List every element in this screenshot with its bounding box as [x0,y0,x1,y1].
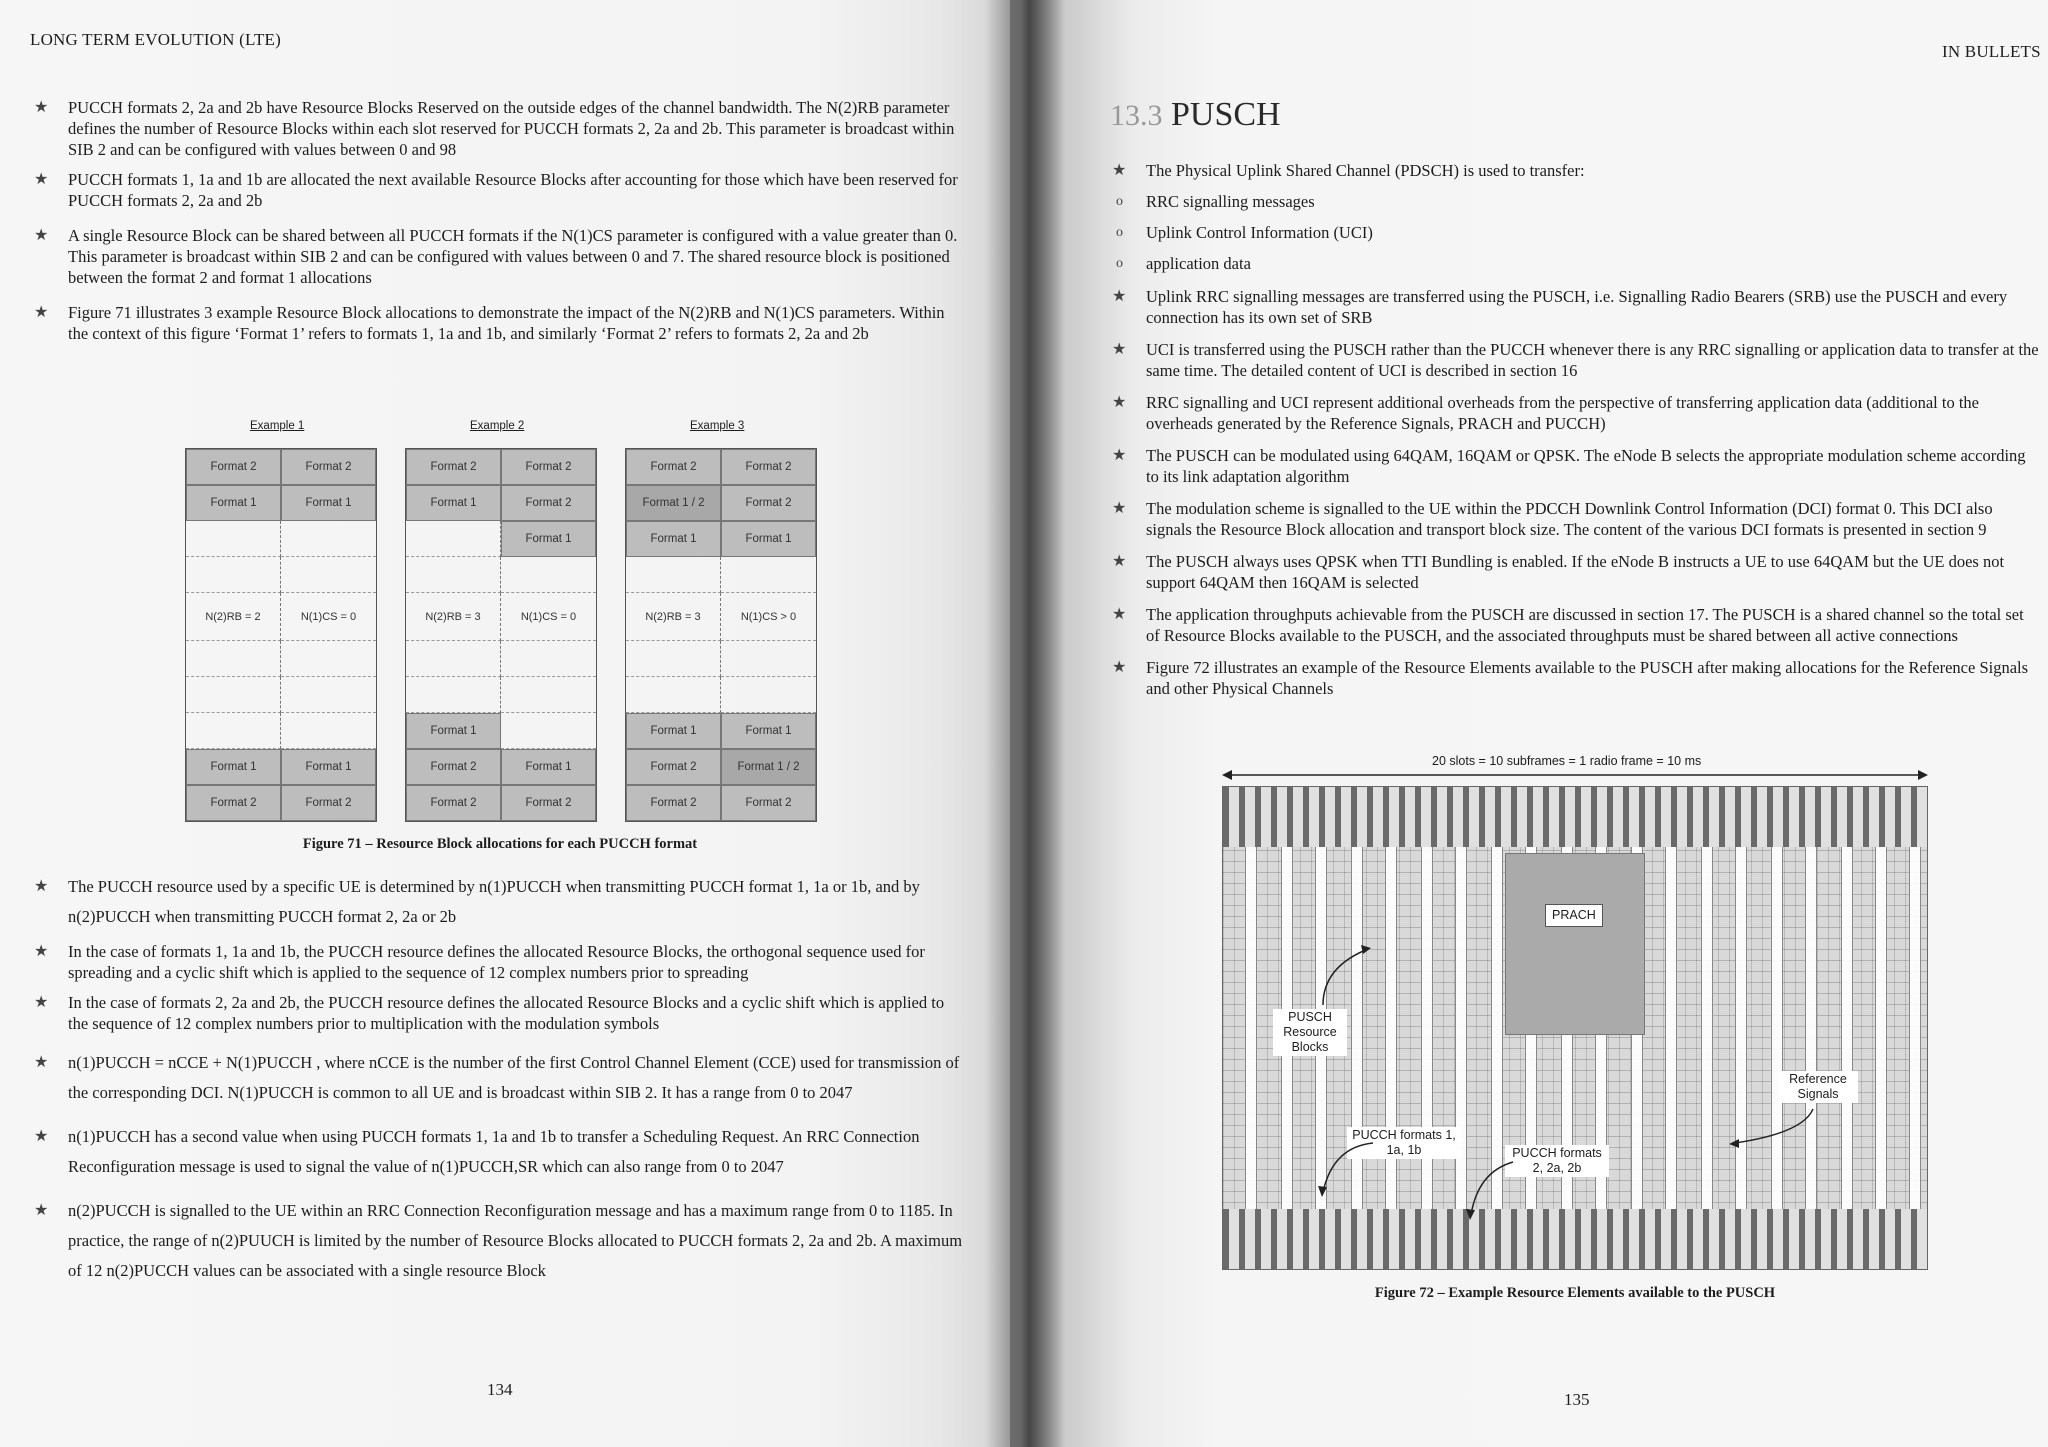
star-icon: ★ [34,878,49,895]
rb-cell: Format 1 [626,713,721,749]
rb-cell [281,557,376,593]
bullet-item: ★ In the case of formats 1, 1a and 1b, the PUCCH resource defines the allocated Resource Blocks, the orthogonal sequence used for spreading and a cyclic shift which is applied to the sequence of 12 complex numbers prior to spreading [34,942,925,982]
rb-cell: Format 2 [186,785,281,821]
star-icon: ★ [34,304,49,321]
star-icon: ★ [34,99,49,116]
rb-cell: Format 2 [721,449,816,485]
rb-cell [406,521,501,557]
running-head-left: LONG TERM EVOLUTION (LTE) [30,30,281,49]
reference-signals-label: Reference Signals [1778,1071,1858,1103]
rb-cell [501,593,596,641]
star-icon: ★ [1112,659,1127,676]
star-icon: ★ [1112,606,1127,623]
bullet-item: ★ The Physical Uplink Shared Channel (PDSCH) is used to transfer: [1112,161,1585,180]
sub-list [1112,191,2012,283]
rb-cell [501,557,596,593]
rb-cell: Format 2 [501,449,596,485]
star-icon: ★ [1112,500,1127,517]
page-number-right: 135 [1564,1390,1590,1409]
bullet-list-right-2 [1112,286,2040,708]
star-icon: ★ [1112,162,1127,179]
example-1-grid [185,448,377,822]
sub-item: o RRC signalling messages [1116,192,1315,211]
double-arrow-icon [1222,768,1928,782]
star-icon: ★ [34,1202,49,1219]
figure-72-axis-label: 20 slots = 10 subframes = 1 radio frame = 10 ms [1432,754,1702,768]
rb-cell: Format 2 [626,449,721,485]
rb-cell: Format 2 [406,785,501,821]
figure-71-caption: Figure 71 – Resource Block allocations for each PUCCH format [302,836,698,852]
bullet-item: ★ n(1)PUCCH has a second value when using PUCCH formats 1, 1a and 1b to transfer a Scheduling Request. An RRC Connection Reconfiguration message is used to signal the value of n(1)PUCCH,SR which can also range from 0 to 2047 [34,1122,964,1182]
pucch-formats-1-label: PUCCH formats 1, 1a, 1b [1347,1127,1461,1159]
example-3-title: Example 3 [690,420,745,432]
rb-cell [186,677,281,713]
rb-cell [281,521,376,557]
bullet-item: ★ PUCCH formats 1, 1a and 1b are allocated the next available Resource Blocks after accounting for those which have been reserved for PUCCH formats 2, 2a and 2b [34,170,958,210]
bullet-item: ★ UCI is transferred using the PUSCH rather than the PUCCH whenever there is any RRC signalling or application data to transfer at the same time. The detailed content of UCI is described in section 16 [1112,340,2039,380]
rb-cell: Format 1 [186,485,281,521]
rb-cell: Format 2 [281,785,376,821]
rb-cell [186,641,281,677]
section-title: PUSCH [1171,96,1281,133]
section-number: 13.3 [1110,99,1163,132]
star-icon: ★ [34,943,49,960]
rb-cell: Format 1 [501,749,596,785]
rb-cell [501,677,596,713]
rb-cell [406,677,501,713]
rb-cell [501,713,596,749]
figure-72-caption: Figure 72 – Example Resource Elements available to the PUSCH [1374,1285,1776,1301]
annotation-arrows [1223,787,1927,1269]
rb-cell: Format 2 [721,485,816,521]
rb-cell: Format 2 [501,485,596,521]
rb-cell [281,677,376,713]
bullet-item: ★ The modulation scheme is signalled to the UE within the PDCCH Downlink Control Information (DCI) format 0. This DCI also signals the Resource Block allocation and transport block size. The content of the various DCI formats is presented in section 9 [1112,499,1993,539]
rb-cell [406,641,501,677]
bullet-item: ★ Uplink RRC signalling messages are transferred using the PUSCH, i.e. Signalling Radio Bearers (SRB) use the PUSCH and every connection has its own set of SRB [1112,287,2008,327]
bullet-item: ★ The PUSCH always uses QPSK when TTI Bundling is enabled. If the eNode B instructs a UE to use 64QAM but the UE does not support 64QAM then 16QAM is selected [1112,552,2005,592]
rb-cell [406,593,501,641]
rb-cell: Format 1 [721,521,816,557]
rb-cell [626,677,721,713]
rb-cell [626,593,721,641]
sub-item: o Uplink Control Information (UCI) [1116,223,1373,242]
star-icon: ★ [34,227,49,244]
rb-cell: Format 1 [501,521,596,557]
rb-cell [186,557,281,593]
bullet-item: ★ A single Resource Block can be shared between all PUCCH formats if the N(1)CS parameter is configured with a value greater than 0. This parameter is broadcast within SIB 2 and can be configured with values between 0 and 7. The shared resource block is positioned between the format 2 and format 1 allocations [34,226,958,287]
param-n2rb: N(2)RB = 3 [645,610,701,623]
rb-cell: Format 2 [281,449,376,485]
star-icon: ★ [1112,394,1127,411]
rb-cell: Format 2 [501,785,596,821]
pusch-resource-blocks-label: PUSCH Resource Blocks [1273,1009,1347,1056]
rb-cell: Format 2 [626,785,721,821]
star-icon: ★ [34,171,49,188]
rb-cell [281,593,376,641]
example-2-title: Example 2 [470,420,525,432]
page-number-left: 134 [487,1380,513,1399]
rb-cell [721,641,816,677]
param-n2rb: N(2)RB = 3 [425,610,481,623]
rb-cell: Format 1 [281,749,376,785]
rb-cell [501,641,596,677]
param-n1cs: N(1)CS = 0 [300,610,357,623]
figure-72-resource-grid [1222,786,1928,1270]
rb-cell [721,677,816,713]
param-n1cs: N(1)CS > 0 [740,610,797,623]
bullet-item: ★ Figure 71 illustrates 3 example Resource Block allocations to demonstrate the impact of the N(2)RB and N(1)CS parameters. Within the context of this figure ‘Format 1’ refers to formats 1, 1a and 1b, and similarly ‘Format 2’ refers to formats 2, 2a and 2b [34,303,945,343]
circle-bullet-icon: o [1116,225,1123,240]
rb-cell: Format 1 [406,485,501,521]
param-n1cs: N(1)CS = 0 [520,610,577,623]
bullet-list-bottom [34,872,964,1295]
left-page [0,0,1020,1447]
bullet-item: ★ Figure 72 illustrates an example of the Resource Elements available to the PUSCH after making allocations for the Reference Signals and other Physical Channels [1112,658,2029,698]
rb-cell: Format 1 [281,485,376,521]
example-3-grid [625,448,817,822]
star-icon: ★ [1112,553,1127,570]
bullet-item: ★ n(2)PUCCH is signalled to the UE within an RRC Connection Reconfiguration message and has a maximum range from 0 to 1185. In practice, the range of n(2)PUUCH is limited by the number of Resource Blocks allocated to PUCCH formats 2, 2a and 2b. A maximum of 12 n(2)PUCCH values can be associated with a single resource Block [34,1196,964,1286]
bullet-item: ★ n(1)PUCCH = nCCE + N(1)PUCCH , where nCCE is the number of the first Control Channel Element (CCE) used for transmission of the corresponding DCI. N(1)PUCCH is common to all UE and is broadcast within SIB 2. It has a range from 0 to 2047 [34,1048,964,1108]
example-2-grid [405,448,597,822]
rb-cell: Format 1 [721,713,816,749]
section-heading [1110,96,1281,134]
rb-cell: Format 1 [186,749,281,785]
running-head-right: IN BULLETS [1942,42,2041,61]
bullet-list-right [1112,160,2042,190]
rb-cell [281,713,376,749]
bullet-item: ★ In the case of formats 2, 2a and 2b, the PUCCH resource defines the allocated Resource Blocks and a cyclic shift which is applied to the sequence of 12 complex numbers prior to multiplication with the modulation symbols [34,993,945,1033]
prach-label: PRACH [1545,904,1603,927]
sub-item: o application data [1116,254,1251,273]
rb-cell [186,593,281,641]
star-icon: ★ [34,1128,49,1145]
star-icon: ★ [1112,288,1127,305]
star-icon: ★ [1112,341,1127,358]
rb-cell: Format 2 [406,449,501,485]
bullet-item: ★ The PUCCH resource used by a specific UE is determined by n(1)PUCCH when transmitting PUCCH format 1, 1a or 1b, and by n(2)PUCCH when transmitting PUCCH format 2, 2a or 2b [34,872,964,932]
rb-cell: Format 2 [721,785,816,821]
bullet-item: ★ The application throughputs achievable from the PUSCH are discussed in section 17. The PUSCH is a shared channel so the total set of Resource Blocks available to the PUSCH, and the associated throughputs must be shared between all active connections [1112,605,2024,645]
circle-bullet-icon: o [1116,194,1123,209]
rb-cell: Format 2 [626,749,721,785]
rb-cell: Format 2 [406,749,501,785]
bullet-item: ★ RRC signalling and UCI represent additional overheads from the perspective of transferring application data (additional to the overheads generated by the Reference Signals, PRACH and PUCCH) [1112,393,1980,433]
rb-cell: Format 1 [406,713,501,749]
star-icon: ★ [34,1054,49,1071]
rb-cell [721,593,816,641]
rb-cell: Format 1 / 2 [721,749,816,785]
param-n2rb: N(2)RB = 2 [205,610,261,623]
circle-bullet-icon: o [1116,256,1123,271]
example-1-title: Example 1 [250,420,305,432]
bullet-item: ★ PUCCH formats 2, 2a and 2b have Resource Blocks Reserved on the outside edges of the channel bandwidth. The N(2)RB parameter defines the number of Resource Blocks within each slot reserved for PUCCH formats 2, 2a and 2b. This parameter is broadcast within SIB 2 and can be configured with values between 0 and 98 [34,98,955,159]
rb-cell [186,713,281,749]
rb-cell [281,641,376,677]
rb-cell [626,557,721,593]
rb-cell [186,521,281,557]
rb-cell [406,557,501,593]
bullet-list-top [34,97,964,353]
rb-cell [626,641,721,677]
bullet-item: ★ The PUSCH can be modulated using 64QAM, 16QAM or QPSK. The eNode B selects the appropriate modulation scheme according to its link adaptation algorithm [1112,446,2026,486]
star-icon: ★ [1112,447,1127,464]
rb-cell: Format 2 [186,449,281,485]
rb-cell: Format 1 / 2 [626,485,721,521]
pucch-formats-2-label: PUCCH formats 2, 2a, 2b [1505,1145,1609,1177]
rb-cell: Format 1 [626,521,721,557]
star-icon: ★ [34,994,49,1011]
rb-cell [721,557,816,593]
